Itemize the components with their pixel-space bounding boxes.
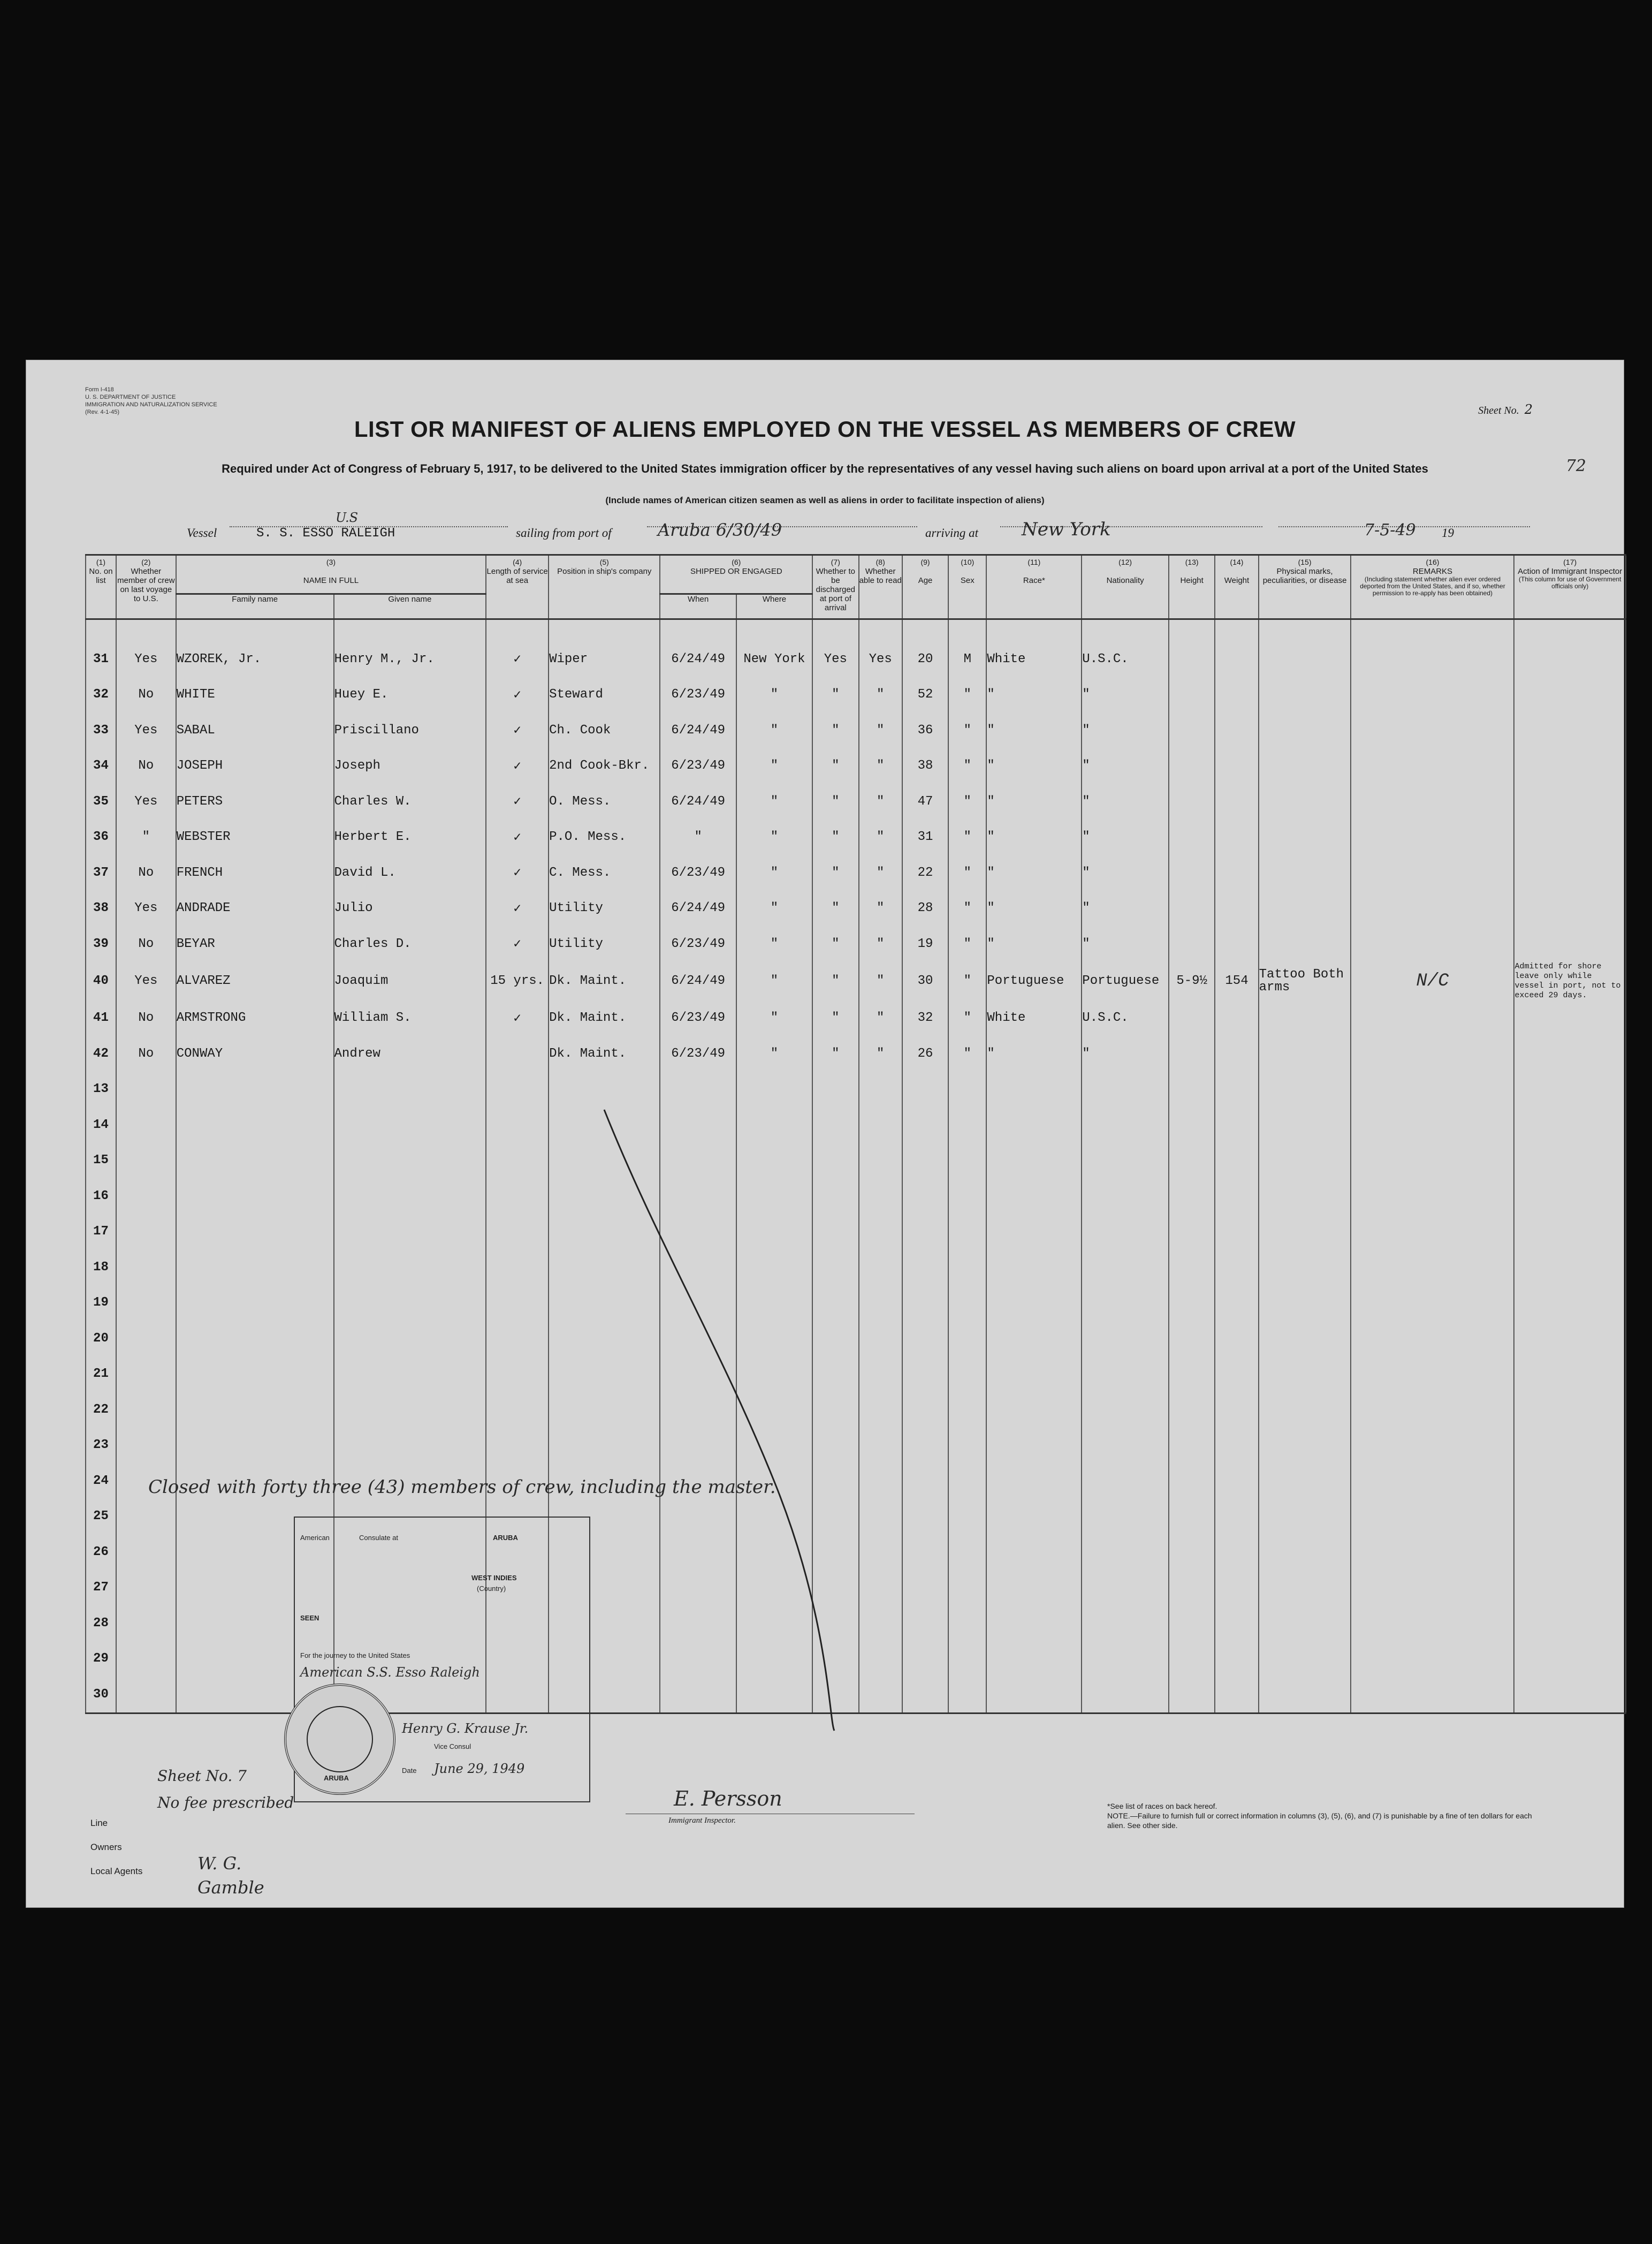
row-number: 27 <box>86 1570 116 1606</box>
col-header-age: (9) Age <box>902 555 948 619</box>
side-notes <box>157 1763 294 1816</box>
shipped-when-cell: 6/23/49 <box>660 926 736 962</box>
service-cell: ✓ <box>486 855 549 891</box>
col-header-shipped: (6) SHIPPED OR ENGAGED <box>660 555 812 594</box>
given-name-cell: Julio <box>334 891 486 927</box>
position-cell: 2nd Cook-Bkr. <box>549 748 660 784</box>
shipped-where-cell: " <box>736 855 812 891</box>
year-label: 19 <box>1442 526 1454 540</box>
age-cell: 32 <box>902 1000 948 1036</box>
stamp-date: June 29, 1949 <box>434 1761 525 1776</box>
sex-cell: M <box>948 641 986 677</box>
service-name: IMMIGRATION AND NATURALIZATION SERVICE <box>85 401 217 408</box>
age-cell: 19 <box>902 926 948 962</box>
service-cell: ✓ <box>486 1000 549 1036</box>
age-cell: 38 <box>902 748 948 784</box>
col-header-position: (5) Position in ship's company <box>549 555 660 619</box>
sex-cell: " <box>948 748 986 784</box>
discharged-cell: " <box>812 748 858 784</box>
shipped-where-cell: " <box>736 712 812 748</box>
age-cell: 52 <box>902 677 948 713</box>
sheet-number-label: Sheet No. <box>1478 405 1519 416</box>
discharged-cell: " <box>812 677 858 713</box>
family-name-cell: CONWAY <box>176 1036 334 1072</box>
row-number: 26 <box>86 1534 116 1570</box>
position-cell: Dk. Maint. <box>549 1000 660 1036</box>
service-cell: ✓ <box>486 784 549 820</box>
position-cell: Utility <box>549 891 660 927</box>
stamp-signature: Henry G. Krause Jr. <box>402 1721 529 1736</box>
col-header-race: (11) Race* <box>986 555 1082 619</box>
row-number: 16 <box>86 1178 116 1214</box>
position-cell: O. Mess. <box>549 784 660 820</box>
age-cell: 47 <box>902 784 948 820</box>
row-number: 35 <box>86 784 116 820</box>
col-header-action: (17) Action of Immigrant Inspector (This column for use of Government officials only) <box>1514 555 1626 619</box>
row-number: 40 <box>86 962 116 1000</box>
stamp-region-sub: (Country) <box>477 1585 506 1593</box>
shipped-where-cell: " <box>736 677 812 713</box>
given-name-cell: Charles D. <box>334 926 486 962</box>
footer-notes <box>1107 1801 1535 1830</box>
shipped-when-cell: 6/24/49 <box>660 641 736 677</box>
row-number: 23 <box>86 1428 116 1464</box>
row-number: 18 <box>86 1249 116 1285</box>
last-voyage-cell: No <box>116 926 176 962</box>
closing-note: Closed with forty three (43) members of crew, including the master. <box>148 1476 776 1498</box>
manifest-sheet <box>26 360 1624 1908</box>
given-name-cell: William S. <box>334 1000 486 1036</box>
discharged-cell: " <box>812 1000 858 1036</box>
family-name-cell: SABAL <box>176 712 334 748</box>
discharged-cell: Yes <box>812 641 858 677</box>
service-cell: ✓ <box>486 677 549 713</box>
shipped-where-cell: " <box>736 926 812 962</box>
nationality-cell: " <box>1082 926 1169 962</box>
read-cell: " <box>859 962 902 1000</box>
last-voyage-cell: No <box>116 1000 176 1036</box>
col-header-sex: (10) Sex <box>948 555 986 619</box>
footer-line-label: Line <box>90 1818 108 1828</box>
row-number: 17 <box>86 1214 116 1250</box>
footer-left <box>90 1811 264 1898</box>
vessel-name: S. S. ESSO RALEIGH <box>256 526 395 541</box>
nationality-cell: U.S.C. <box>1082 641 1169 677</box>
last-voyage-cell: Yes <box>116 712 176 748</box>
family-name-cell: PETERS <box>176 784 334 820</box>
position-cell: Utility <box>549 926 660 962</box>
stamp-region: WEST INDIES <box>471 1574 517 1582</box>
last-voyage-cell: No <box>116 677 176 713</box>
sex-cell: " <box>948 677 986 713</box>
discharged-cell: " <box>812 962 858 1000</box>
last-voyage-cell: Yes <box>116 784 176 820</box>
col-subheader-family: Family name <box>176 594 334 619</box>
col-header-read: (8) Whether able to read <box>859 555 902 619</box>
row-number: 15 <box>86 1143 116 1179</box>
last-voyage-cell: No <box>116 855 176 891</box>
race-cell: " <box>986 926 1082 962</box>
given-name-cell: Joseph <box>334 748 486 784</box>
service-cell: 15 yrs. <box>486 962 549 1000</box>
document-title: LIST OR MANIFEST OF ALIENS EMPLOYED ON THE VESSEL AS MEMBERS OF CREW <box>354 416 1296 442</box>
diagonal-pen-line <box>26 360 1624 1907</box>
position-cell: C. Mess. <box>549 855 660 891</box>
requirement-text: Required under Act of Congress of February 5, 1917, to be delivered to the United States immigration officer by the representatives of any vessel having such aliens on board upon arrival at a port of the United States <box>222 462 1428 475</box>
given-name-cell: Henry M., Jr. <box>334 641 486 677</box>
nationality-cell: " <box>1082 748 1169 784</box>
family-name-cell: WHITE <box>176 677 334 713</box>
side-number: 72 <box>1565 457 1586 475</box>
discharged-cell: " <box>812 855 858 891</box>
sheet-number-value: 2 <box>1524 402 1533 417</box>
last-voyage-cell: Yes <box>116 641 176 677</box>
age-cell: 30 <box>902 962 948 1000</box>
nationality-cell: " <box>1082 784 1169 820</box>
col-subheader-where: Where <box>736 594 812 619</box>
row-number: 29 <box>86 1641 116 1677</box>
family-name-cell: BEYAR <box>176 926 334 962</box>
race-cell: " <box>986 891 1082 927</box>
shipped-when-cell: 6/23/49 <box>660 1036 736 1072</box>
race-cell: " <box>986 820 1082 855</box>
last-voyage-cell: No <box>116 1036 176 1072</box>
stamp-country-label: American <box>300 1534 330 1542</box>
family-name-cell: ANDRADE <box>176 891 334 927</box>
sex-cell: " <box>948 926 986 962</box>
nationality-cell: " <box>1082 855 1169 891</box>
eagle-icon <box>307 1706 373 1772</box>
row-number: 19 <box>86 1285 116 1321</box>
row-number: 31 <box>86 641 116 677</box>
service-cell: ✓ <box>486 891 549 927</box>
shipped-where-cell: " <box>736 784 812 820</box>
stamp-seen-label: SEEN <box>300 1614 319 1622</box>
shipped-where-cell: " <box>736 1036 812 1072</box>
given-name-cell: David L. <box>334 855 486 891</box>
race-cell: Portuguese <box>986 962 1082 1000</box>
sex-cell: " <box>948 784 986 820</box>
discharged-cell: " <box>812 784 858 820</box>
sex-cell: " <box>948 820 986 855</box>
consular-seal <box>284 1684 395 1795</box>
nationality-cell: U.S.C. <box>1082 1000 1169 1036</box>
row-number: 21 <box>86 1356 116 1392</box>
stamp-title: Vice Consul <box>434 1742 471 1750</box>
given-name-cell: Huey E. <box>334 677 486 713</box>
read-cell: " <box>859 1036 902 1072</box>
form-revision: (Rev. 4-1-45) <box>85 409 119 415</box>
given-name-cell: Priscillano <box>334 712 486 748</box>
col-header-last-voyage: (2) Whether member of crew on last voyage to U.S. <box>116 555 176 619</box>
shipped-when-cell: 6/24/49 <box>660 712 736 748</box>
discharged-cell: " <box>812 712 858 748</box>
shipped-when-cell: " <box>660 820 736 855</box>
col-subheader-given: Given name <box>334 594 486 619</box>
read-cell: Yes <box>859 641 902 677</box>
sex-cell: " <box>948 855 986 891</box>
row-number: 30 <box>86 1677 116 1713</box>
shipped-when-cell: 6/23/49 <box>660 677 736 713</box>
race-cell: " <box>986 748 1082 784</box>
row-number: 22 <box>86 1392 116 1428</box>
consular-stamp <box>294 1517 590 1802</box>
shipped-when-cell: 6/23/49 <box>660 748 736 784</box>
service-cell: ✓ <box>486 712 549 748</box>
sailing-from-port: Aruba 6/30/49 <box>658 520 782 540</box>
col-header-height: (13) Height <box>1169 555 1215 619</box>
service-cell: ✓ <box>486 748 549 784</box>
discharged-cell: " <box>812 1036 858 1072</box>
position-cell: Wiper <box>549 641 660 677</box>
family-name-cell: ARMSTRONG <box>176 1000 334 1036</box>
inspector-label: Immigrant Inspector. <box>668 1816 736 1825</box>
race-cell: " <box>986 712 1082 748</box>
shipped-when-cell: 6/24/49 <box>660 891 736 927</box>
nationality-cell: " <box>1082 820 1169 855</box>
given-name-cell: Andrew <box>334 1036 486 1072</box>
position-cell: Dk. Maint. <box>549 1036 660 1072</box>
race-cell: " <box>986 784 1082 820</box>
col-header-no: (1) No. on list <box>86 555 116 619</box>
shipped-where-cell: " <box>736 748 812 784</box>
row-number: 37 <box>86 855 116 891</box>
row-number: 28 <box>86 1605 116 1641</box>
col-header-marks: (15) Physical marks, peculiarities, or disease <box>1259 555 1351 619</box>
col-header-weight: (14) Weight <box>1215 555 1258 619</box>
race-cell: White <box>986 1000 1082 1036</box>
include-note: (Include names of American citizen seamen as well as aliens in order to facilitate inspection of aliens) <box>605 495 1045 505</box>
arriving-port: New York <box>1022 519 1111 540</box>
given-name-cell: Herbert E. <box>334 820 486 855</box>
footer-note-races: *See list of races on back hereof. <box>1107 1802 1217 1810</box>
arriving-label: arriving at <box>925 526 979 540</box>
row-number: 32 <box>86 677 116 713</box>
service-cell: ✓ <box>486 641 549 677</box>
race-cell: " <box>986 1036 1082 1072</box>
race-cell: " <box>986 677 1082 713</box>
age-cell: 26 <box>902 1036 948 1072</box>
age-cell: 28 <box>902 891 948 927</box>
col-header-name: (3) NAME IN FULL <box>176 555 486 594</box>
shipped-where-cell: " <box>736 962 812 1000</box>
service-cell: ✓ <box>486 820 549 855</box>
read-cell: " <box>859 855 902 891</box>
age-cell: 31 <box>902 820 948 855</box>
side-note-sheet: Sheet No. 7 <box>157 1767 247 1785</box>
stamp-journey: For the journey to the United States <box>300 1651 410 1659</box>
last-voyage-cell: " <box>116 820 176 855</box>
footer-agents-label: Local Agents <box>90 1866 143 1876</box>
given-name-cell: Joaquim <box>334 962 486 1000</box>
side-note-fee: No fee prescribed <box>157 1794 294 1811</box>
age-cell: 20 <box>902 641 948 677</box>
row-number: 33 <box>86 712 116 748</box>
shipped-when-cell: 6/24/49 <box>660 962 736 1000</box>
discharged-cell: " <box>812 926 858 962</box>
weight-cell: 154 <box>1215 962 1258 1000</box>
vessel-label: Vessel <box>187 526 217 540</box>
position-cell: P.O. Mess. <box>549 820 660 855</box>
discharged-cell: " <box>812 820 858 855</box>
read-cell: " <box>859 820 902 855</box>
row-number: 39 <box>86 926 116 962</box>
col-header-service: (4) Length of service at sea <box>486 555 549 619</box>
row-number: 36 <box>86 820 116 855</box>
read-cell: " <box>859 784 902 820</box>
read-cell: " <box>859 891 902 927</box>
marks-cell: Tattoo Both arms <box>1259 962 1351 1000</box>
sex-cell: " <box>948 712 986 748</box>
last-voyage-cell: No <box>116 748 176 784</box>
col-subheader-when: When <box>660 594 736 619</box>
col-header-discharged: (7) Whether to be discharged at port of arrival <box>812 555 858 619</box>
sex-cell: " <box>948 962 986 1000</box>
inspector-signature: E. Persson <box>674 1787 782 1810</box>
family-name-cell: ALVAREZ <box>176 962 334 1000</box>
nationality-cell: Portuguese <box>1082 962 1169 1000</box>
given-name-cell: Charles W. <box>334 784 486 820</box>
row-number: 13 <box>86 1072 116 1108</box>
row-number: 42 <box>86 1036 116 1072</box>
row-number: 41 <box>86 1000 116 1036</box>
row-number: 20 <box>86 1321 116 1356</box>
family-name-cell: JOSEPH <box>176 748 334 784</box>
stamp-place: ARUBA <box>493 1534 518 1542</box>
position-cell: Ch. Cook <box>549 712 660 748</box>
read-cell: " <box>859 926 902 962</box>
row-number: 24 <box>86 1463 116 1499</box>
stamp-vessel-hand: American S.S. Esso Raleigh <box>300 1665 480 1680</box>
shipped-where-cell: " <box>736 891 812 927</box>
last-voyage-cell: Yes <box>116 962 176 1000</box>
row-number: 34 <box>86 748 116 784</box>
department-name: U. S. DEPARTMENT OF JUSTICE <box>85 394 176 400</box>
read-cell: " <box>859 1000 902 1036</box>
family-name-cell: FRENCH <box>176 855 334 891</box>
sex-cell: " <box>948 1036 986 1072</box>
read-cell: " <box>859 748 902 784</box>
row-number: 25 <box>86 1499 116 1535</box>
position-cell: Steward <box>549 677 660 713</box>
read-cell: " <box>859 677 902 713</box>
vessel-annotation: U.S <box>336 510 359 525</box>
remarks-cell: N/C <box>1351 962 1514 1000</box>
family-name-cell: WEBSTER <box>176 820 334 855</box>
footer-note-penalty: NOTE.—Failure to furnish full or correct information in columns (3), (5), (6), and (7) is punishable by a fine of ten dollars for each alien. See other side. <box>1107 1811 1532 1830</box>
shipped-when-cell: 6/23/49 <box>660 1000 736 1036</box>
nationality-cell: " <box>1082 891 1169 927</box>
shipped-where-cell: " <box>736 820 812 855</box>
action-cell: Admitted for shore leave only while vessel in port, not to exceed 29 days. <box>1514 962 1626 1000</box>
shipped-where-cell: " <box>736 1000 812 1036</box>
sex-cell: " <box>948 891 986 927</box>
col-header-remarks: (16) REMARKS (Including statement whether alien ever ordered deported from the United States, and if so, whether permission to re-apply has been obtained) <box>1351 555 1514 619</box>
read-cell: " <box>859 712 902 748</box>
last-voyage-cell: Yes <box>116 891 176 927</box>
form-number: Form I-418 <box>85 386 114 393</box>
position-cell: Dk. Maint. <box>549 962 660 1000</box>
height-cell: 5-9½ <box>1169 962 1215 1000</box>
discharged-cell: " <box>812 891 858 927</box>
footer-owners-label: Owners <box>90 1842 122 1852</box>
row-number: 14 <box>86 1107 116 1143</box>
nationality-cell: " <box>1082 677 1169 713</box>
age-cell: 36 <box>902 712 948 748</box>
shipped-where-cell: New York <box>736 641 812 677</box>
row-number: 38 <box>86 891 116 927</box>
footer-agents-value: W. G. Gamble <box>197 1853 264 1898</box>
arrival-date: 7-5-49 <box>1364 521 1416 540</box>
age-cell: 22 <box>902 855 948 891</box>
stamp-consulate-label: Consulate at <box>359 1534 398 1542</box>
sailing-label: sailing from port of <box>516 526 612 540</box>
seal-text: ARUBA <box>324 1774 349 1782</box>
race-cell: " <box>986 855 1082 891</box>
shipped-when-cell: 6/24/49 <box>660 784 736 820</box>
family-name-cell: WZOREK, Jr. <box>176 641 334 677</box>
race-cell: White <box>986 641 1082 677</box>
col-header-nationality: (12) Nationality <box>1082 555 1169 619</box>
stamp-date-label: Date <box>402 1767 417 1775</box>
shipped-when-cell: 6/23/49 <box>660 855 736 891</box>
nationality-cell: " <box>1082 1036 1169 1072</box>
sex-cell: " <box>948 1000 986 1036</box>
nationality-cell: " <box>1082 712 1169 748</box>
service-cell: ✓ <box>486 926 549 962</box>
